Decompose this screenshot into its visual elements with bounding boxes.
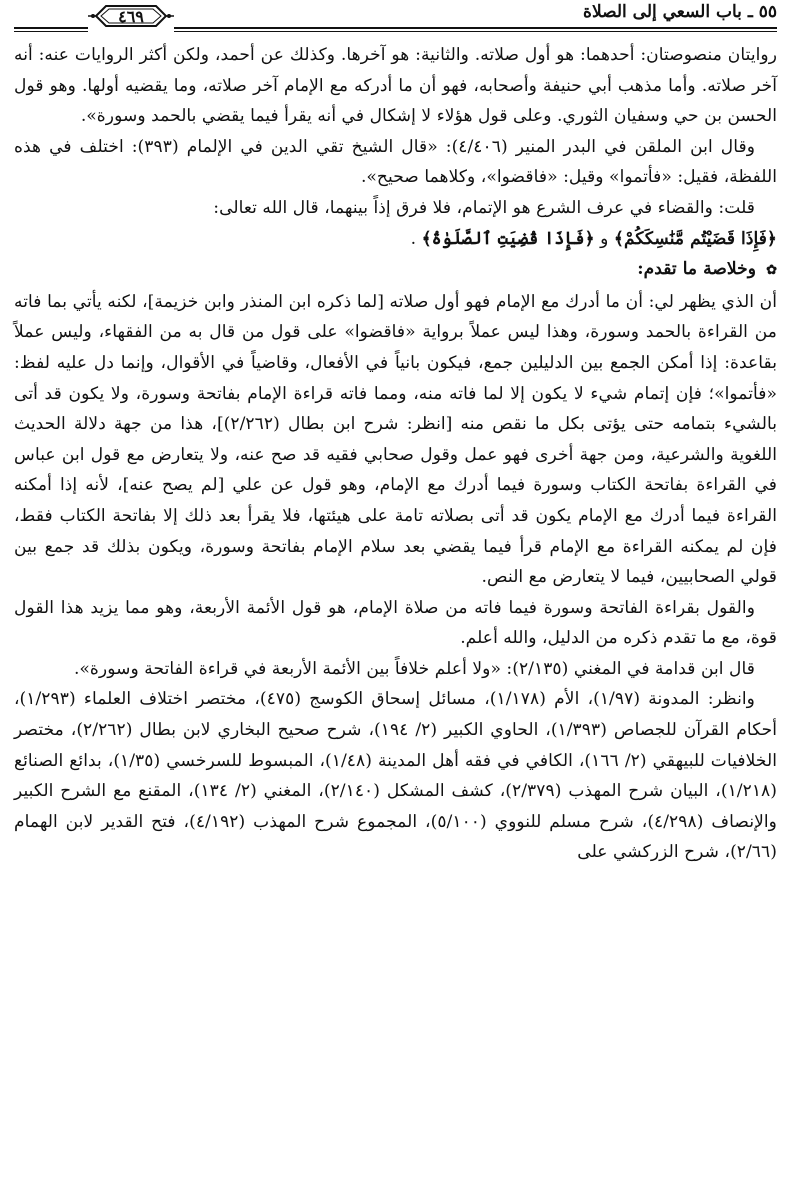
paragraph: والقول بقراءة الفاتحة وسورة فيما فاته من صلاة الإمام، هو قول الأئمة الأربعة، وهو مما يزيد هذا القول قوة، مع ما تقدم ذكره من الدليل، والله أعلم.	[14, 597, 777, 649]
paragraph: قلت: والقضاء في عرف الشرع هو الإتمام، فلا فرق إذاً بينهما، قال الله تعالى:	[213, 197, 755, 218]
paragraph: وقال ابن الملقن في البدر المنير (٤/٤٠٦): «قال الشيخ تقي الدين في الإلمام (٣٩٣): اختلف في هذه اللفظة، فقيل: «فأتموا» وقيل: «فاقضوا»، وكلاهما صحيح».	[14, 136, 777, 188]
header-rule	[174, 31, 777, 32]
sentence-end: .	[410, 228, 417, 249]
quran-verses-line	[14, 224, 777, 255]
page-body	[14, 40, 777, 868]
page-number: ٤٦٩	[118, 6, 144, 26]
header-rule	[14, 31, 88, 32]
paragraph: قال ابن قدامة في المغني (٢/١٣٥): «ولا أعلم خلافاً بين الأئمة الأربعة في قراءة الفاتحة وسورة».	[73, 658, 755, 679]
paragraph: أن الذي يظهر لي: أن ما أدرك مع الإمام فهو أول صلاته [لما ذكره ابن المنذر وابن خزيمة]، لكنه يأتي بما فاته من القراءة بالحمد وسورة، وهذا ليس عملاً برواية «فاقضوا» على قول من قال به من الفقهاء، وليس عملاً بقاعدة: إذا أمكن الجمع بين الدليلين جمع، فيكون بانياً في الأفعال، وقاضياً في الأقوال، وإنما دل عليه لفظ: «فأتموا»؛ فإن إتمام شيء لا يكون إلا لما فاته منه، ومما فاته قراءة الإمام بفاتحة وسورة، ولا يكون قد أتى بالشيء بتمامه حتى يؤتى بكل ما نقص منه [انظر: شرح ابن بطال (٢/٢٦٢)]، هذا من جهة دلالة الحديث اللغوية والشرعية، ومن جهة أخرى فهو عمل وقول صحابي فقيه قد صح عنه، ولا يتعارض مع قول ابن عباس في القراءة بفاتحة الكتاب وسورة فيما أدرك مع الإمام، وهو قول عن علي [لم يصح عنه]، لأنه إذا أمكنه القراءة فيما أدرك مع الإمام يكون قد أتى بصلاته تامة على هيئتها، فلا يقرأ بعد ذلك إلا بفاتحة الكتاب فقط، فإن لم يمكنه القراءة مع الإمام قرأ فيما يقضي بعد سلام الإمام بفاتحة وسورة، ويكون بذلك قد جمع بين قولي الصحابيين، فيما لا يتعارض مع النص.	[14, 291, 777, 588]
conjunction: و	[600, 228, 609, 249]
page-header	[14, 0, 777, 40]
header-rule	[14, 27, 88, 29]
references-paragraph: وانظر: المدونة (١/٩٧)، الأم (١/١٧٨)، مسائل إسحاق الكوسج (٤٧٥)، مختصر اختلاف العلماء (١/٢٩٣)، أحكام القرآن للجصاص (١/٣٩٣)، الحاوي الكبير (٢/ ١٩٤)، شرح صحيح البخاري لابن بطال (٢/٢٦٢)، مختصر الخلافيات للبيهقي (٢/ ١٦٦)، الكافي في فقه أهل المدينة (١/٤٨)، المبسوط للسرخسي (١/٣٥)، بدائع الصنائع (١/٢١٨)، البيان شرح المهذب (٢/٣٧٩)، كشف المشكل (٢/١٤٠)، المغني (٢/ ١٣٤)، المقنع مع الشرح الكبير والإنصاف (٤/٢٩٨)، شرح مسلم للنووي (٥/١٠٠)، المجموع شرح المهذب (٤/١٩٢)، فتح القدير لابن الهمام (٢/٦٦)، شرح الزركشي على	[14, 689, 777, 863]
header-rule	[174, 27, 777, 29]
quran-verse: ﴿فَإِذَا قُضِيَتِ ٱلصَّلَوٰةُ﴾	[421, 228, 595, 249]
chapter-title: ٥٥ ـ باب السعي إلى الصلاة	[583, 2, 777, 22]
paragraph: روايتان منصوصتان: أحدهما: هو أول صلاته. والثانية: هو آخرها. وكذلك عن أحمد، ولكن أكثر الروايات عنه: أنه آخر صلاته. وأما مذهب أبي حنيفة وأصحابه، فهو أن ما أدركه مع الإمام آخر صلاته، وما يقضيه أولها. وهو قول الحسن بن حي وسفيان الثوري. وعلى قول هؤلاء لا إشكال في أنه يقرأ فيما يقضي بالحمد وسورة».	[14, 45, 777, 127]
quran-verse: ﴿فَإِذَا قَضَيْتُم مَّنَٰسِكَكُمْ﴾	[613, 228, 777, 249]
summary-heading-text: وخلاصة ما تقدم:	[637, 259, 757, 280]
summary-heading	[14, 254, 777, 287]
page-number-ornament	[88, 3, 174, 29]
flower-icon: ✿	[766, 263, 777, 279]
